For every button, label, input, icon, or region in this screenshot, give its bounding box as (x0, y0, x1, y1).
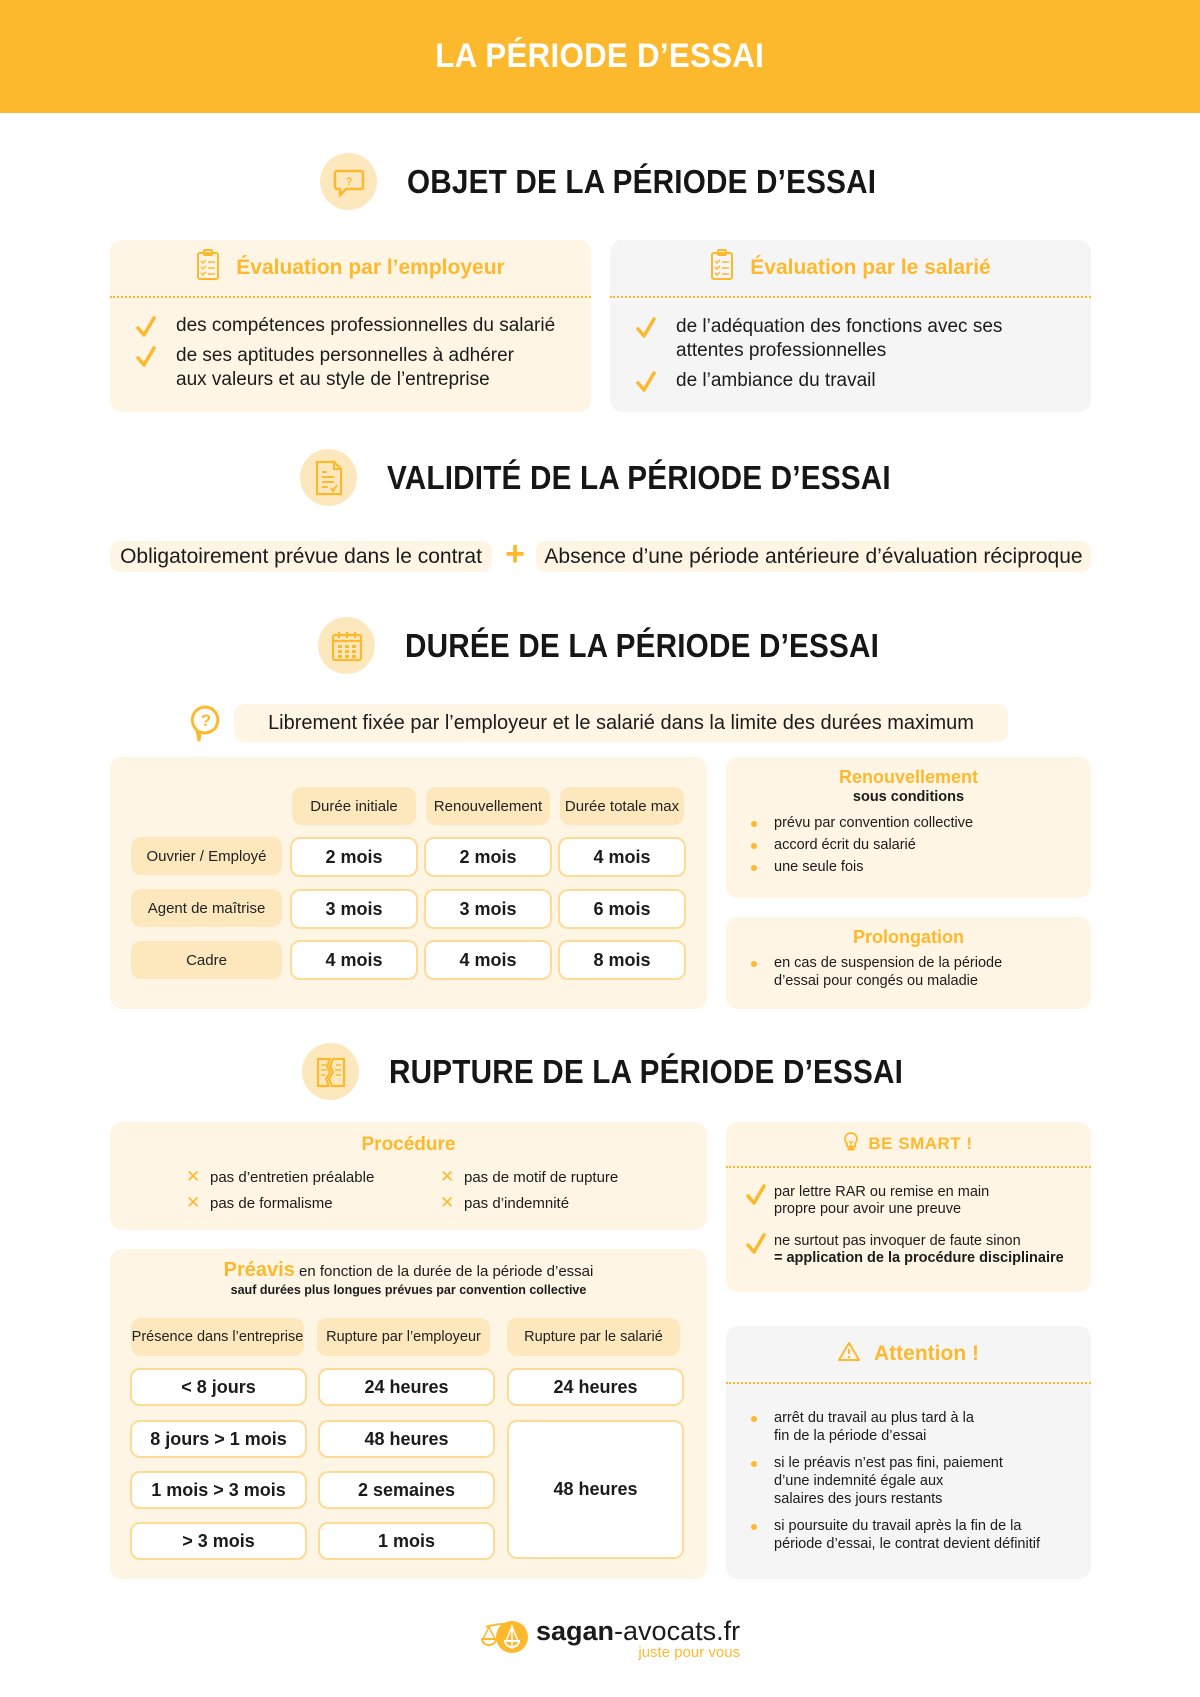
question-bubble-icon (190, 704, 222, 749)
list-item: une seule fois (726, 858, 1091, 876)
card-title: Procédure (361, 1134, 456, 1155)
dotted-divider (726, 1382, 1091, 1384)
table-cell: 8 jours > 1 mois (130, 1420, 307, 1458)
card-evaluation-salarie (610, 240, 1091, 412)
document-check-icon (300, 449, 357, 506)
table-cell: 24 heures (318, 1368, 495, 1406)
validity-condition-contract: Obligatoirement prévue dans le contrat (110, 541, 492, 572)
speech-bubble-question-icon (320, 153, 377, 210)
section-rupture-title: RUPTURE DE LA PÉRIODE D’ESSAI (302, 1043, 960, 1100)
clipboard-checklist-icon (196, 249, 220, 287)
list-item: ne surtout pas invoquer de faute sinon = application de la procédure disciplinaire (726, 1233, 1091, 1267)
torn-paper-icon (302, 1043, 359, 1100)
list-item: de l’adéquation des fonctions avec ses attentes professionnelles (610, 315, 1091, 363)
card-title: BE SMART ! (868, 1134, 973, 1153)
card-subtitle: sous conditions (852, 789, 965, 805)
duration-table (110, 757, 707, 1009)
card-be-smart (726, 1122, 1091, 1292)
plus-icon: + (505, 535, 525, 573)
card-renouvellement (726, 757, 1091, 898)
cross-icon: ✕ (186, 1193, 201, 1212)
cross-icon: ✕ (440, 1167, 455, 1186)
check-icon (136, 346, 156, 368)
preavis-subtitle: sauf durées plus longues prévues par convention collective (230, 1283, 587, 1297)
calendar-icon (318, 617, 375, 674)
table-cell: 3 mois (424, 889, 552, 929)
prolongation-list (726, 954, 1091, 990)
column-header: Rupture par l’employeur (317, 1318, 490, 1356)
page-title: LA PÉRIODE D’ESSAI (435, 37, 765, 75)
card-attention (726, 1326, 1091, 1579)
table-cell: 8 mois (558, 940, 686, 980)
column-header: Durée totale max (560, 787, 684, 825)
list-item: ✕ pas de formalisme (186, 1193, 333, 1212)
table-cell: > 3 mois (130, 1522, 307, 1560)
list-item: si poursuite du travail après la fin de la période d’essai, le contrat devient définitif (726, 1517, 1091, 1553)
row-header: Agent de maîtrise (131, 889, 282, 927)
warning-triangle-icon (838, 1341, 860, 1367)
table-cell: 3 mois (290, 889, 418, 929)
check-icon (636, 371, 656, 393)
dotted-divider (110, 296, 591, 298)
dotted-divider (726, 1166, 1091, 1168)
list-item: par lettre RAR ou remise en main propre pour avoir une preuve (726, 1184, 1091, 1218)
check-icon (746, 1233, 766, 1255)
table-cell: 4 mois (290, 940, 418, 980)
table-cell: 24 heures (507, 1368, 684, 1406)
table-cell: 2 semaines (318, 1471, 495, 1509)
list-item: ✕ pas de motif de rupture (440, 1167, 619, 1186)
cross-icon: ✕ (186, 1167, 201, 1186)
card-procedure (110, 1122, 707, 1230)
card-title: Évaluation par l’employeur (236, 256, 505, 279)
check-icon (746, 1184, 766, 1206)
cross-icon: ✕ (440, 1193, 455, 1212)
check-icon (136, 316, 156, 338)
section-objet-title: ? OBJET DE LA PÉRIODE D’ESSAI (320, 153, 928, 210)
list-item: prévu par convention collective (726, 814, 1091, 832)
renewal-conditions-list (726, 814, 1091, 876)
column-header: Présence dans l’entreprise (131, 1318, 304, 1356)
card-title: Prolongation (853, 927, 964, 947)
duration-note: Librement fixée par l’employeur et le salarié dans la limite des durées maximum (234, 704, 1008, 742)
list-item: arrêt du travail au plus tard à la fin de la période d’essai (726, 1409, 1091, 1445)
table-cell: 48 heures (318, 1420, 495, 1458)
table-cell: 2 mois (290, 837, 418, 877)
lightbulb-icon (844, 1132, 858, 1157)
footer-logo[interactable]: sagan-avocats.fr juste pour vous (478, 1618, 740, 1661)
row-header: Ouvrier / Employé (131, 837, 282, 875)
page-banner (0, 0, 1200, 113)
section-duree-title: DURÉE DE LA PÉRIODE D’ESSAI (318, 617, 932, 674)
table-cell: < 8 jours (130, 1368, 307, 1406)
table-cell: 4 mois (558, 837, 686, 877)
footer-tagline: juste pour vous (638, 1644, 741, 1661)
list-item: de ses aptitudes personnelles à adhérer aux valeurs et au style de l’entreprise (110, 344, 591, 392)
column-header: Renouvellement (426, 787, 550, 825)
validity-condition-no-prior-period: Absence d’une période antérieure d’évaluation réciproque (536, 541, 1091, 572)
list-item: accord écrit du salarié (726, 836, 1091, 854)
card-title: Évaluation par le salarié (750, 256, 991, 279)
column-header: Rupture par le salarié (507, 1318, 680, 1356)
clipboard-checklist-icon (710, 249, 734, 287)
card-title: Attention ! (874, 1342, 979, 1365)
employer-criteria-list (110, 314, 591, 392)
table-cell: 1 mois (318, 1522, 495, 1560)
employee-criteria-list (610, 315, 1091, 393)
list-item: en cas de suspension de la période d’essai pour congés ou maladie (726, 954, 1091, 990)
table-cell: 1 mois > 3 mois (130, 1471, 307, 1509)
scales-of-justice-icon (478, 1619, 530, 1660)
attention-list (726, 1409, 1091, 1553)
list-item: ✕ pas d’indemnité (440, 1193, 570, 1212)
list-item: ✕ pas d’entretien préalable (186, 1167, 375, 1186)
check-icon (636, 317, 656, 339)
table-cell-merged: 48 heures (507, 1420, 684, 1559)
row-header: Cadre (131, 941, 282, 979)
table-cell: 4 mois (424, 940, 552, 980)
preavis-heading: Préavis en fonction de la durée de la période d’essai (223, 1259, 594, 1281)
card-evaluation-employeur (110, 240, 591, 412)
section-validite-title: VALIDITÉ DE LA PÉRIODE D’ESSAI (300, 449, 947, 506)
card-title: Renouvellement (838, 767, 979, 787)
list-item: des compétences professionnelles du salarié (110, 314, 591, 338)
column-header: Durée initiale (292, 787, 416, 825)
svg-text:?: ? (345, 175, 352, 188)
table-cell: 6 mois (558, 889, 686, 929)
dotted-divider (610, 296, 1091, 298)
card-prolongation (726, 917, 1091, 1009)
list-item: si le préavis n’est pas fini, paiement d’une indemnité égale aux salaires des jours restants (726, 1454, 1091, 1508)
table-cell: 2 mois (424, 837, 552, 877)
card-preavis (110, 1249, 707, 1579)
be-smart-list (726, 1184, 1091, 1267)
list-item: de l’ambiance du travail (610, 369, 1091, 393)
svg-text:?: ? (200, 711, 212, 730)
